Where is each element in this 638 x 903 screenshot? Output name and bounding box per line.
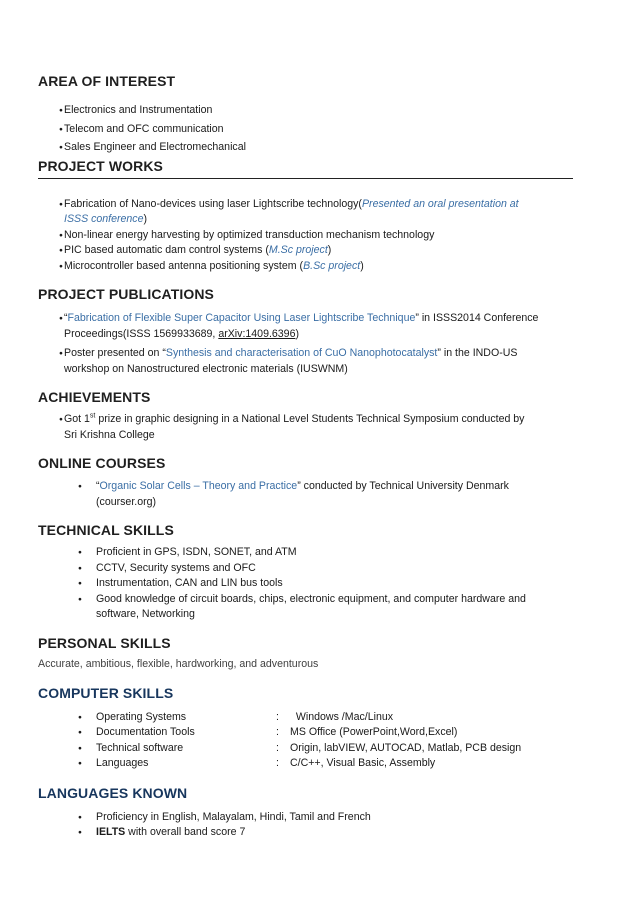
section-online-courses [38,454,598,510]
section-personal-skills [38,634,598,672]
bullet-icon [78,479,82,496]
list-item: ● Electronics and Instrumentation [38,103,598,119]
resume-page [38,72,598,841]
section-title: LANGUAGES KNOWN [38,784,188,801]
section-divider [38,178,573,179]
publications-list [38,311,598,377]
list-item: ● Got 1st prize in graphic designing in a National Level Students Technical Symposium conducted by Sri Krishna College [38,412,598,443]
bullet-icon [78,710,82,727]
list-item: ● Technical software : Origin, labVIEW, AUTOCAD, Matlab, PCB design [38,741,598,757]
section-publications [38,285,598,377]
list-item: ● IELTS with overall band score 7 [38,825,598,841]
list-item: ● CCTV, Security systems and OFC [38,561,598,577]
section-title: ONLINE COURSES [38,455,166,471]
list-item: ● Documentation Tools : MS Office (PowerPoint,Word,Excel) [38,725,598,741]
section-title: PROJECT WORKS [38,157,163,174]
section-languages [38,784,598,841]
languages-list [38,810,598,841]
section-title: ACHIEVEMENTS [38,389,151,405]
technical-list [38,545,598,623]
bullet-icon [59,311,63,328]
list-item: ● “Fabrication of Flexible Super Capacitor Using Laser Lightscribe Technique” in ISSS2014 Conference Proceedings(ISSS 1569933689, arXiv:1409.6396) [38,311,598,342]
computer-skills-list [38,710,598,772]
section-title: AREA OF INTEREST [38,73,176,89]
bullet-icon [59,103,63,120]
bullet-icon [78,741,82,758]
area-list [38,103,598,156]
bullet-icon [59,140,63,157]
section-title: PERSONAL SKILLS [38,634,171,651]
bullet-icon [78,756,82,773]
list-item: ● Non-linear energy harvesting by optimized transduction mechanism technology [38,228,598,244]
section-project-works [38,157,598,275]
list-item: ● Telecom and OFC communication [38,122,598,138]
list-item: ● Microcontroller based antenna positioning system (B.Sc project) [38,259,598,275]
list-item: ● Poster presented on “Synthesis and characterisation of CuO Nanophotocatalyst” in the INDO-US workshop on Nanostructured electronic materials (IUSWNM) [38,346,598,377]
bullet-icon [59,412,63,429]
bullet-icon [59,122,63,139]
list-item: ● Proficiency in English, Malayalam, Hindi, Tamil and French [38,810,598,826]
bullet-icon [59,243,63,260]
list-item: ● “Organic Solar Cells – Theory and Practice” conducted by Technical University Denmark (courser.org) [38,479,598,510]
section-technical-skills [38,521,598,623]
bullet-icon [59,259,63,276]
list-item: ● PIC based automatic dam control systems (M.Sc project) [38,243,598,259]
bullet-icon [78,592,82,609]
arxiv-link[interactable]: arXiv:1409.6396 [218,327,296,340]
list-item: ● Proficient in GPS, ISDN, SONET, and ATM [38,545,598,561]
bullet-icon [78,576,82,593]
section-title: TECHNICAL SKILLS [38,522,174,538]
list-item: ● Good knowledge of circuit boards, chips, electronic equipment, and computer hardware and software, Networking [38,592,598,623]
bullet-icon [78,545,82,562]
section-achievements [38,388,598,443]
list-item: ● Operating Systems : Windows /Mac/Linux [38,710,598,726]
bullet-icon [59,228,63,245]
section-area-of-interest [38,72,598,156]
bullet-icon [78,725,82,742]
list-item: ● Fabrication of Nano-devices using laser Lightscribe technology(Presented an oral presentation at ISSS conference) [38,197,598,228]
section-computer-skills [38,684,598,772]
achievements-list [38,412,598,443]
section-title: PROJECT PUBLICATIONS [38,286,214,302]
personal-skills-text: Accurate, ambitious, flexible, hardworking, and adventurous [38,657,319,670]
list-item: ● Instrumentation, CAN and LIN bus tools [38,576,598,592]
list-item: ● Sales Engineer and Electromechanical [38,140,598,156]
bullet-icon [59,197,63,214]
bullet-icon [78,825,82,842]
courses-list [38,479,598,510]
list-item: ● Languages : C/C++, Visual Basic, Assembly [38,756,598,772]
bullet-icon [78,810,82,827]
section-title: COMPUTER SKILLS [38,684,174,701]
projects-list [38,197,598,275]
bullet-icon [59,346,63,363]
bullet-icon [78,561,82,578]
